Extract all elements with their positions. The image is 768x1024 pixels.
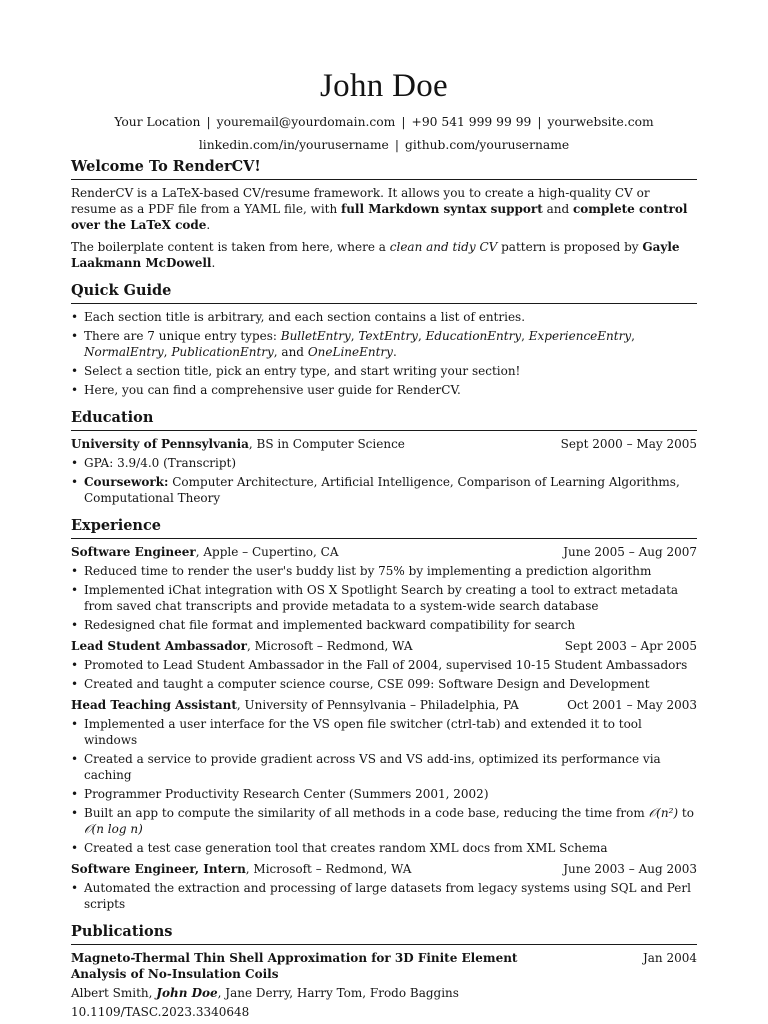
separator: | <box>394 138 399 152</box>
separator: | <box>206 115 211 129</box>
list-item: • Programmer Productivity Research Center (Summers 2001, 2002) <box>71 786 697 802</box>
bold-text: complete control over the LaTeX code <box>71 202 688 232</box>
highlighted-author: John Doe <box>156 986 218 1000</box>
entry-date: Sept 2003 – Apr 2005 <box>564 639 697 653</box>
entry-date: June 2005 – Aug 2007 <box>563 545 697 559</box>
entry-heading <box>71 861 411 877</box>
entry-header <box>71 950 697 982</box>
entry-header <box>71 436 697 452</box>
entry-type: BulletEntry <box>280 329 351 343</box>
section-title-education: Education <box>71 409 697 431</box>
cv-content <box>71 158 697 1023</box>
section-title-publications: Publications <box>71 923 697 945</box>
position: Head Teaching Assistant <box>71 698 237 712</box>
list-item: • Promoted to Lead Student Ambassador in the Fall of 2004, supervised 10-15 Student Ambassadors <box>71 657 697 673</box>
separator: | <box>537 115 542 129</box>
italic-text: clean and tidy CV <box>389 240 498 254</box>
list-item: • Created a service to provide gradient across VS and VS add-ins, optimized its performance via caching <box>71 751 697 783</box>
list-item: • Here, you can find a comprehensive user guide for RenderCV. <box>71 382 697 398</box>
location-text: Your Location <box>114 115 201 129</box>
publication-doi <box>71 1004 697 1020</box>
experience-highlights <box>71 716 697 856</box>
text: , and <box>273 345 308 359</box>
entry-heading <box>71 544 339 560</box>
experience-highlights <box>71 880 697 912</box>
experience-highlights <box>71 563 697 633</box>
coursework-text: Computer Architecture, Artificial Intelligence, Comparison of Learning Algorithms, Computational Theory <box>84 475 680 505</box>
list-item: • Automated the extraction and processing of large datasets from legacy systems using SQL and Perl scripts <box>71 880 697 912</box>
math-expression: 𝒪(n²) <box>648 806 679 820</box>
list-item: • Created and taught a computer science course, CSE 099: Software Design and Development <box>71 676 697 692</box>
entry-heading <box>71 697 519 713</box>
section-publications <box>71 923 697 1020</box>
experience-entry <box>71 697 697 856</box>
text: pattern is proposed by <box>497 240 643 254</box>
position: Lead Student Ambassador <box>71 639 247 653</box>
entry-type: OneLineEntry <box>307 345 393 359</box>
entry-header <box>71 861 697 877</box>
entry-heading <box>71 436 405 452</box>
section-quick-guide <box>71 282 697 398</box>
publication-authors <box>71 985 697 1001</box>
entry-date: Jan 2004 <box>642 951 697 965</box>
quick-guide-list <box>71 309 697 398</box>
section-title-experience: Experience <box>71 517 697 539</box>
list-item: • Redesigned chat file format and implemented backward compatibility for search <box>71 617 697 633</box>
experience-entry <box>71 861 697 912</box>
experience-entry <box>71 638 697 692</box>
text: There are 7 unique entry types: <box>84 329 281 343</box>
company: , University of Pennsylvania – Philadelphia, PA <box>236 698 519 712</box>
section-title-welcome: Welcome To RenderCV! <box>71 158 697 180</box>
github-link[interactable]: github.com/yourusername <box>404 138 570 152</box>
company: , Microsoft – Redmond, WA <box>245 862 412 876</box>
text: RenderCV is a LaTeX-based CV/resume framework. It allows you to create a high-quality CV or resume as a PDF file from a YAML file, with <box>71 186 650 216</box>
phone-link[interactable]: +90 541 999 99 99 <box>411 115 532 129</box>
list-item: • Each section title is arbitrary, and each section contains a list of entries. <box>71 309 697 325</box>
company: , Apple – Cupertino, CA <box>195 545 339 559</box>
bold-text: Gayle Laakmann McDowell <box>71 240 680 270</box>
list-item: • Created a test case generation tool that creates random XML docs from XML Schema <box>71 840 697 856</box>
linkedin-link[interactable]: linkedin.com/in/yourusername <box>198 138 389 152</box>
doi-link[interactable]: 10.1109/TASC.2023.3340648 <box>71 1005 250 1019</box>
entry-header <box>71 544 697 560</box>
education-highlights <box>71 455 697 506</box>
entry-type: TextEntry <box>358 329 418 343</box>
list-item: • GPA: 3.9/4.0 (Transcript) <box>71 455 697 471</box>
list-item: • Select a section title, pick an entry type, and start writing your section! <box>71 363 697 379</box>
education-entry <box>71 436 697 506</box>
text: . <box>392 345 397 359</box>
entry-heading <box>71 638 413 654</box>
list-item <box>71 805 697 837</box>
position: Software Engineer <box>71 545 196 559</box>
publication-title: Magneto-Thermal Thin Shell Approximation for 3D Finite Element Analysis of No-Insulation Coils <box>71 951 518 981</box>
text: . <box>211 256 216 270</box>
entry-type: PublicationEntry <box>171 345 274 359</box>
experience-entry <box>71 544 697 633</box>
entry-type: ExperienceEntry <box>528 329 632 343</box>
entry-date: Sept 2000 – May 2005 <box>560 437 697 451</box>
text: , Jane Derry, Harry Tom, Frodo Baggins <box>217 986 459 1000</box>
welcome-paragraph-1 <box>71 185 697 233</box>
separator: | <box>401 115 406 129</box>
experience-highlights <box>71 657 697 692</box>
entry-type: NormalEntry <box>84 345 164 359</box>
text: and <box>542 202 573 216</box>
publication-entry <box>71 950 697 1020</box>
entry-type: EducationEntry <box>425 329 522 343</box>
entry-header <box>71 697 697 713</box>
section-welcome <box>71 158 697 271</box>
entry-header <box>71 638 697 654</box>
list-item: • Reduced time to render the user's buddy list by 75% by implementing a prediction algorithm <box>71 563 697 579</box>
contact-line-2 <box>0 137 768 153</box>
text: Built an app to compute the similarity of all methods in a code base, reducing the time from <box>84 806 649 820</box>
text: The boilerplate content is taken from here, where a <box>71 240 390 254</box>
math-expression: 𝒪(n log n) <box>84 822 143 836</box>
section-education <box>71 409 697 506</box>
text: Albert Smith, <box>71 986 157 1000</box>
list-item <box>71 474 697 506</box>
position: Software Engineer, Intern <box>71 862 246 876</box>
contact-line-1 <box>0 114 768 130</box>
coursework-label: Coursework: <box>84 475 169 489</box>
cv-name: John Doe <box>320 68 448 104</box>
website-link[interactable]: yourwebsite.com <box>547 115 654 129</box>
bold-text: full Markdown syntax support <box>341 202 543 216</box>
text: . <box>206 218 211 232</box>
company: , Microsoft – Redmond, WA <box>247 639 413 653</box>
degree: , BS in Computer Science <box>248 437 405 451</box>
list-item: • There are 7 unique entry types: BulletEntry, TextEntry, EducationEntry, ExperienceEntry, NormalEntry, PublicationEntry, and OneLineEntry. <box>71 328 697 360</box>
list-item: • Implemented a user interface for the VS open file switcher (ctrl-tab) and extended it to tool windows <box>71 716 697 748</box>
welcome-paragraph-2 <box>71 239 697 271</box>
section-title-quick-guide: Quick Guide <box>71 282 697 304</box>
entry-date: June 2003 – Aug 2003 <box>563 862 697 876</box>
section-experience <box>71 517 697 912</box>
institution: University of Pennsylvania <box>71 437 249 451</box>
email-link[interactable]: youremail@yourdomain.com <box>216 115 396 129</box>
text: to <box>678 806 694 820</box>
list-item: • Implemented iChat integration with OS X Spotlight Search by creating a tool to extract metadata from saved chat transcripts and provide metadata to a system-wide search database <box>71 582 697 614</box>
entry-date: Oct 2001 – May 2003 <box>567 698 697 712</box>
